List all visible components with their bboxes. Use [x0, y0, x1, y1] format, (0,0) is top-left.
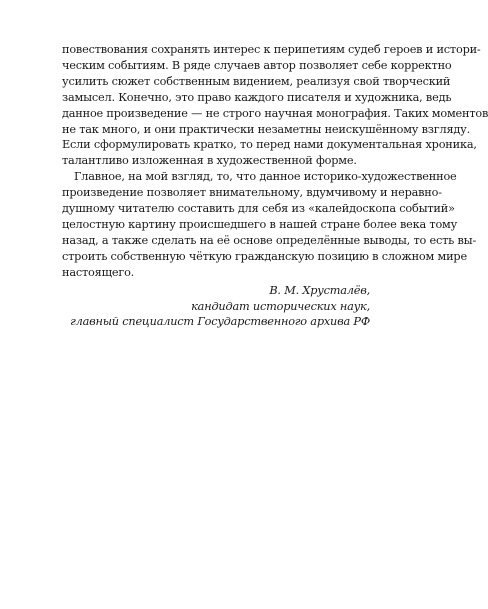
text-line: целостную картину происшедшего в нашей стране более века тому	[62, 217, 458, 231]
paragraph-2	[62, 169, 477, 280]
text-line: данное произведение — не строго научная монография. Таких моментов	[62, 106, 488, 120]
document-page	[62, 42, 488, 330]
text-line: не так много, и они практически незаметны неискушённому взгляду.	[62, 122, 470, 136]
signature-block	[62, 283, 370, 331]
text-line: талантливо изложенная в художественной форме.	[62, 154, 357, 168]
text-line: строить собственную чёткую гражданскую позицию в сложном мире	[62, 249, 467, 263]
text-line: Главное, на мой взгляд, то, что данное историко-художественное	[74, 170, 457, 184]
text-line: настоящего.	[62, 265, 135, 279]
signature-position: главный специалист Государственного архива РФ	[70, 315, 370, 329]
text-line: произведение позволяет внимательному, вдумчивому и неравно-	[62, 186, 442, 200]
text-line: Если сформулировать кратко, то перед нами документальная хроника,	[62, 138, 477, 152]
signature-name: В. М. Хрусталёв,	[269, 283, 370, 297]
text-line: замысел. Конечно, это право каждого писателя и художника, ведь	[62, 90, 452, 104]
text-line: усилить сюжет собственным видением, реализуя свой творческий	[62, 74, 451, 88]
text-line: ческим событиям. В ряде случаев автор позволяет себе корректно	[62, 58, 452, 72]
text-line: душному читателю составить для себя из «калейдоскопа событий»	[62, 202, 455, 216]
signature-degree: кандидат исторических наук,	[191, 299, 370, 313]
paragraph-1	[62, 42, 488, 169]
text-line: назад, а также сделать на её основе определённые выводы, то есть вы-	[62, 233, 477, 247]
text-line: повествования сохранять интерес к перипетиям судеб героев и истори-	[62, 43, 481, 56]
